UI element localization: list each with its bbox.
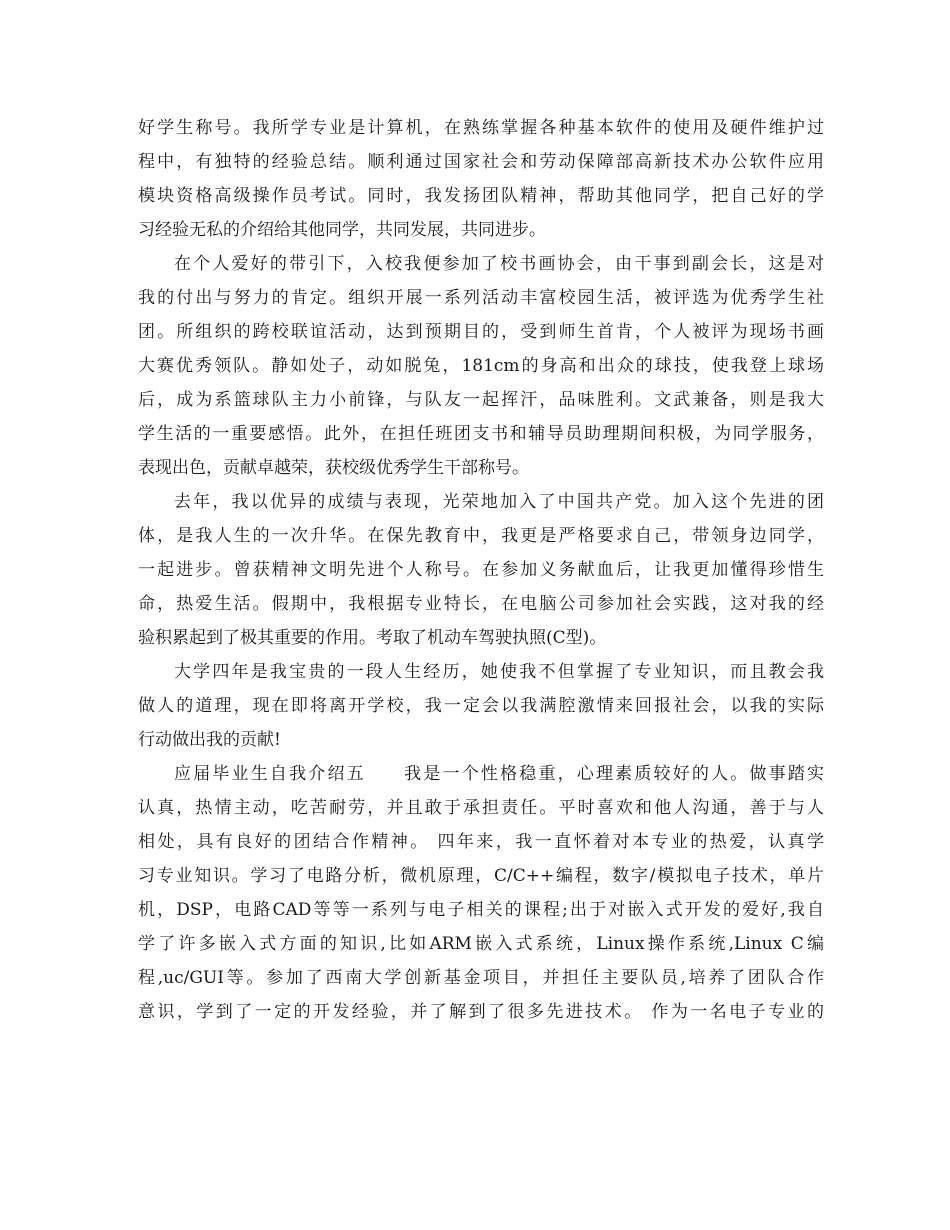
paragraph [138, 655, 824, 757]
text-line: 应届毕业生自我介绍五 我是一个性格稳重，心理素质较好的人。做事踏实 [174, 764, 824, 784]
text-line: 在个人爱好的带引下，入校我便参加了校书画协会，由干事到副会长，这是对 [174, 254, 824, 274]
text-line: 验积累起到了极其重要的作用。考取了机动车驾驶执照(C型)。 [138, 628, 607, 648]
text-line: 程中，有独特的经验总结。顺利通过国家社会和劳动保障部高新技术办公软件应用 [138, 152, 824, 172]
paragraph [138, 247, 824, 485]
text-line: 模块资格高级操作员考试。同时，我发扬团队精神，帮助其他同学，把自己好的学 [138, 186, 824, 206]
text-line: 体，是我人生的一次升华。在保先教育中，我更是严格要求自己，带领身边同学， [138, 526, 824, 546]
text-line: 好学生称号。我所学专业是计算机，在熟练掌握各种基本软件的使用及硬件维护过 [138, 118, 824, 138]
document-body [138, 111, 824, 1029]
text-line: 团。所组织的跨校联谊活动，达到预期目的，受到师生首肯，个人被评为现场书画 [138, 322, 824, 342]
text-line: 我的付出与努力的肯定。组织开展一系列活动丰富校园生活，被评选为优秀学生社 [138, 288, 824, 308]
text-line: 学生活的一重要感悟。此外，在担任班团支书和辅导员助理期间积极，为同学服务， [138, 424, 824, 444]
text-line: 行动做出我的贡献! [138, 730, 281, 750]
text-line: 一起进步。曾获精神文明先进个人称号。在参加义务献血后，让我更加懂得珍惜生 [138, 560, 824, 580]
text-line: 相处，具有良好的团结合作精神。 四年来，我一直怀着对本专业的热爱，认真学 [138, 832, 824, 852]
text-line: 习经验无私的介绍给其他同学，共同发展，共同进步。 [138, 220, 546, 240]
text-line: 做人的道理，现在即将离开学校，我一定会以我满腔激情来回报社会，以我的实际 [138, 696, 824, 716]
text-line: 大学四年是我宝贵的一段人生经历，她使我不但掌握了专业知识，而且教会我 [174, 662, 824, 682]
text-line: 机，DSP，电路CAD等等一系列与电子相关的课程;出于对嵌入式开发的爱好,我自 [138, 900, 824, 920]
text-line: 意识，学到了一定的开发经验，并了解到了很多先进技术。 作为一名电子专业的 [138, 1002, 824, 1022]
text-line: 程,uc/GUI等。参加了西南大学创新基金项目，并担任主要队员,培养了团队合作 [138, 968, 824, 988]
text-line: 习专业知识。学习了电路分析，微机原理，C/C++编程，数字/模拟电子技术，单片 [138, 866, 824, 886]
text-line: 去年，我以优异的成绩与表现，光荣地加入了中国共产党。加入这个先进的团 [174, 492, 824, 512]
paragraph [138, 485, 824, 655]
text-line: 命，热爱生活。假期中，我根据专业特长，在电脑公司参加社会实践，这对我的经 [138, 594, 824, 614]
text-line: 学了许多嵌入式方面的知识,比如ARM嵌入式系统，Linux操作系统,Linux C编 [138, 934, 824, 954]
text-line: 大赛优秀领队。静如处子，动如脱兔，181cm的身高和出众的球技，使我登上球场 [138, 356, 824, 376]
text-line: 表现出色，贡献卓越荣，获校级优秀学生干部称号。 [138, 458, 529, 478]
text-line: 认真，热情主动，吃苦耐劳，并且敢于承担责任。平时喜欢和他人沟通，善于与人 [138, 798, 824, 818]
paragraph [138, 111, 824, 247]
text-line: 后，成为系篮球队主力小前锋，与队友一起挥汗，品味胜利。文武兼备，则是我大 [138, 390, 824, 410]
paragraph [138, 757, 824, 1029]
